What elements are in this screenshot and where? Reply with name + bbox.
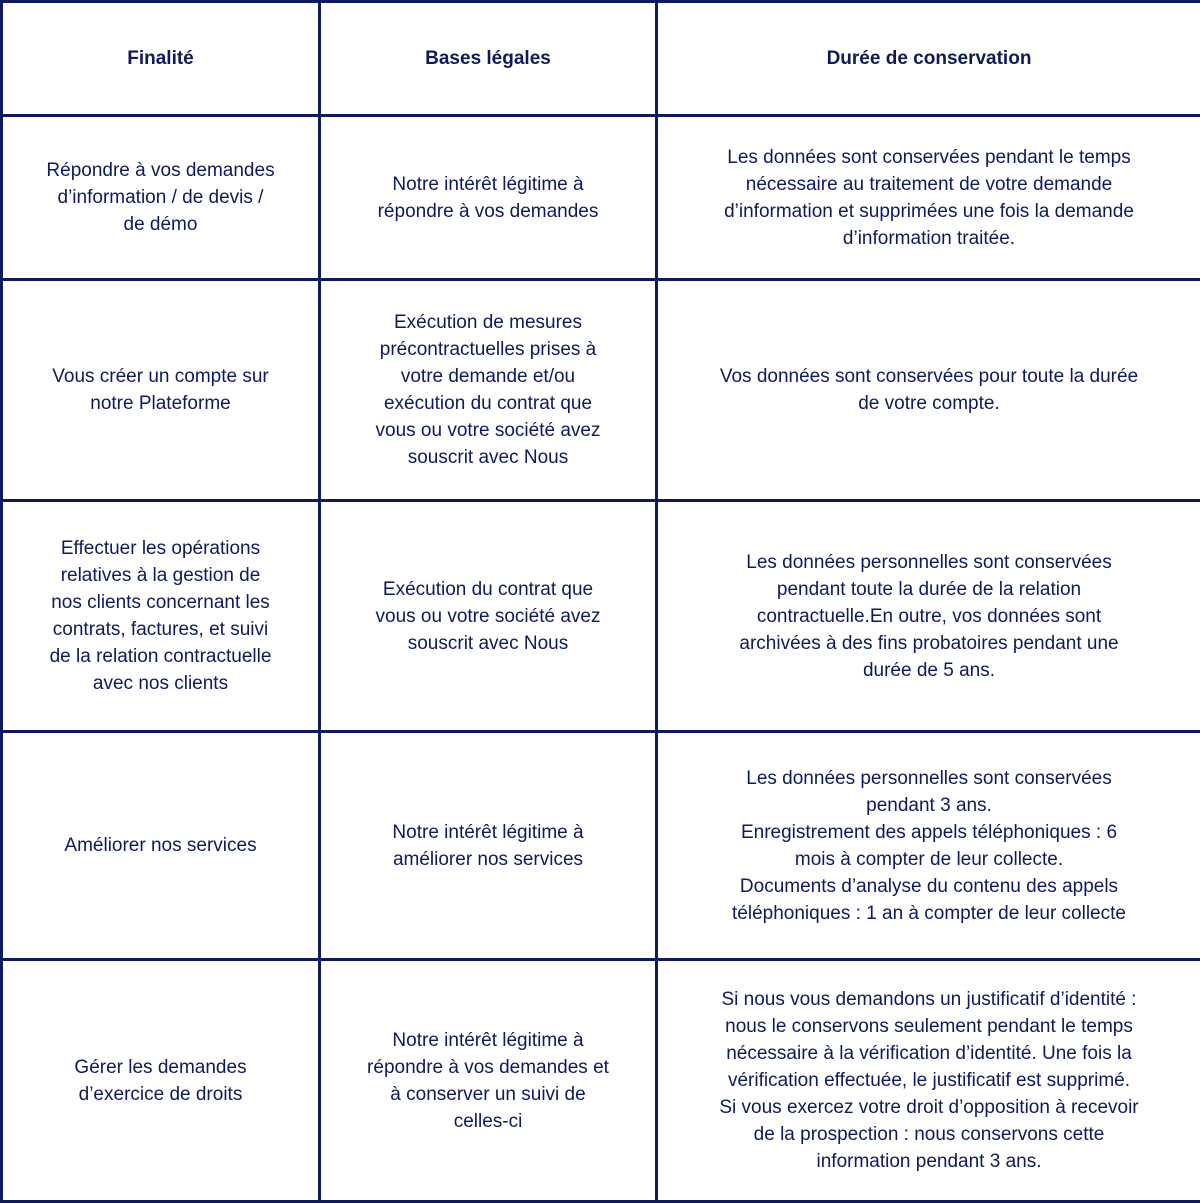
table-row <box>2 501 1200 732</box>
table-row <box>2 116 1200 280</box>
header-bases-legales: Bases légales <box>320 2 657 116</box>
header-finalite: Finalité <box>2 2 320 116</box>
cell-duree: Les données personnelles sont conservées pendant toute la durée de la relation contractuelle.En outre, vos données sont archivées à des fins probatoires pendant une durée de 5 ans. <box>657 501 1200 732</box>
cell-base-legale: Exécution de mesures précontractuelles prises à votre demande et/ou exécution du contrat que vous ou votre société avez souscrit avec Nous <box>320 280 657 501</box>
cell-base-legale: Notre intérêt légitime à répondre à vos demandes et à conserver un suivi de celles-ci <box>320 960 657 1202</box>
table-row <box>2 732 1200 960</box>
cell-duree: Les données personnelles sont conservées pendant 3 ans. Enregistrement des appels téléphoniques : 6 mois à compter de leur collecte. Documents d’analyse du contenu des appels téléphoniques : 1 an à compter de leur collecte <box>657 732 1200 960</box>
cell-base-legale: Notre intérêt légitime à répondre à vos demandes <box>320 116 657 280</box>
cell-base-legale: Notre intérêt légitime à améliorer nos services <box>320 732 657 960</box>
cell-duree: Les données sont conservées pendant le temps nécessaire au traitement de votre demande d’information et supprimées une fois la demande d’information traitée. <box>657 116 1200 280</box>
cell-finalite: Gérer les demandes d’exercice de droits <box>2 960 320 1202</box>
cell-duree: Si nous vous demandons un justificatif d’identité : nous le conservons seulement pendant le temps nécessaire à la vérification d’identité. Une fois la vérification effectuée, le justificatif est supprimé. Si vous exercez votre droit d’opposition à recevoir de la prospection : nous conservons cette information pendant 3 ans. <box>657 960 1200 1202</box>
cell-finalite: Améliorer nos services <box>2 732 320 960</box>
header-row <box>2 2 1200 116</box>
cell-finalite: Effectuer les opérations relatives à la gestion de nos clients concernant les contrats, factures, et suivi de la relation contractuelle avec nos clients <box>2 501 320 732</box>
cell-base-legale: Exécution du contrat que vous ou votre société avez souscrit avec Nous <box>320 501 657 732</box>
header-duree-conservation: Durée de conservation <box>657 2 1200 116</box>
cell-finalite: Répondre à vos demandes d’information / de devis / de démo <box>2 116 320 280</box>
cell-finalite: Vous créer un compte sur notre Plateforme <box>2 280 320 501</box>
cell-duree: Vos données sont conservées pour toute la durée de votre compte. <box>657 280 1200 501</box>
table-row <box>2 960 1200 1202</box>
table-row <box>2 280 1200 501</box>
